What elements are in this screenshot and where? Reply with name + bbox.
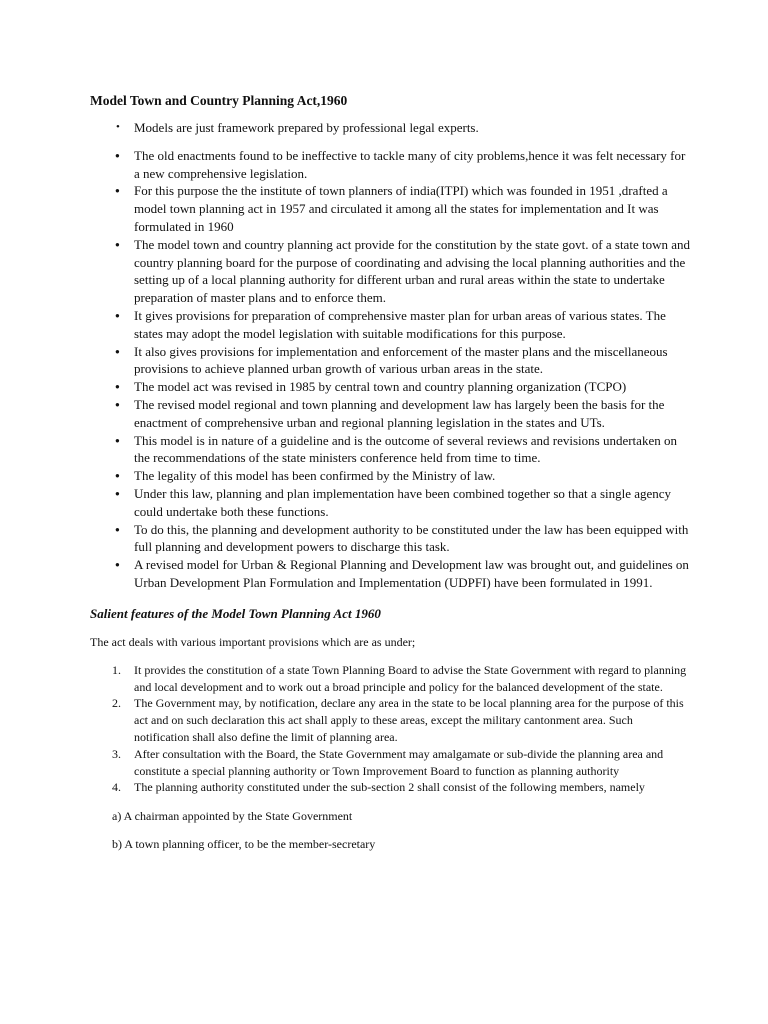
section-heading: Salient features of the Model Town Planning Act 1960	[90, 605, 381, 621]
bullet-item: ● The old enactments found to be ineffective to tackle many of city problems,hence it was felt necessary for a new comprehensive legislation.	[90, 147, 690, 183]
numbered-list	[90, 662, 690, 796]
item-number: 4.	[112, 780, 121, 795]
item-text: After consultation with the Board, the State Government may amalgamate or sub-divide the planning area and constitute a special planning authority or Town Improvement Board to function as planning authority	[134, 746, 664, 778]
item-number: 3.	[112, 746, 121, 761]
item-text: The Government may, by notification, declare any area in the state to be local planning area for the purpose of this act and on such declaration this act shall apply to these areas, except the military cantonment area. Such notification shall also define the limit of planning area.	[134, 696, 684, 744]
sub-item: a) A chairman appointed by the State Government	[112, 809, 353, 824]
item-text: It provides the constitution of a state Town Planning Board to advise the State Government with regard to planning and local development and to work out a broad principle and policy for the balanced development of the state.	[134, 662, 687, 694]
bullet-item: ● The revised model regional and town planning and development law has largely been the basis for the enactment of comprehensive urban and regional planning legislation in the states and UTs.	[90, 396, 690, 432]
bullet-item: ● The legality of this model has been confirmed by the Ministry of law.	[90, 467, 690, 485]
numbered-item	[90, 779, 690, 796]
bullet-item: ● This model is in nature of a guideline and is the outcome of several reviews and revisions undertaken on the recommendations of the state ministers conference held from time to time.	[90, 432, 690, 468]
bullet-item: ● Under this law, planning and plan implementation have been combined together so that a single agency could undertake both these functions.	[90, 485, 690, 521]
bullet-item: ● The model act was revised in 1985 by central town and country planning organization (TCPO)	[90, 378, 690, 396]
item-number: 1.	[112, 662, 121, 677]
bullet-item: ● A revised model for Urban & Regional Planning and Development law was brought out, and guidelines on Urban Development Plan Formulation and Implementation (UDPFI) have been formulated in 1991.	[90, 556, 690, 592]
bullet-item: ● The model town and country planning act provide for the constitution by the state govt. of a state town and country planning board for the purpose of coordinating and advising the local planning authorities and the setting up of a local planning authority for different urban and rural areas within the state to undertake preparation of master plans and to enforce them.	[90, 236, 690, 307]
bullet-item: ● For this purpose the the institute of town planners of india(ITPI) which was founded in 1951 ,drafted a model town planning act in 1957 and circulated it among all the states for implementation and It was formulated in 1960	[90, 182, 690, 235]
item-text: The planning authority constituted under the sub-section 2 shall consist of the following members, namely	[134, 780, 645, 795]
bullet-item: ● It gives provisions for preparation of comprehensive master plan for urban areas of various states. The states may adopt the model legislation with suitable modifications for this purpose.	[90, 307, 690, 343]
sub-item: b) A town planning officer, to be the member-secretary	[112, 837, 376, 852]
bullet-item: ● To do this, the planning and development authority to be constituted under the law has been equipped with full planning and development powers to discharge this task.	[90, 521, 690, 557]
section-intro: The act deals with various important provisions which are as under;	[90, 634, 416, 649]
document-body	[90, 93, 690, 852]
document-title: Model Town and Country Planning Act,1960	[90, 93, 348, 108]
numbered-item	[90, 746, 690, 780]
bullet-list	[90, 119, 690, 592]
numbered-item	[90, 695, 690, 745]
item-number: 2.	[112, 696, 121, 711]
numbered-item	[90, 662, 690, 696]
bullet-item: • Models are just framework prepared by professional legal experts.	[90, 119, 690, 137]
bullet-item: ● It also gives provisions for implementation and enforcement of the master plans and the miscellaneous provisions to achieve planned urban growth of various urban areas in the state.	[90, 343, 690, 379]
